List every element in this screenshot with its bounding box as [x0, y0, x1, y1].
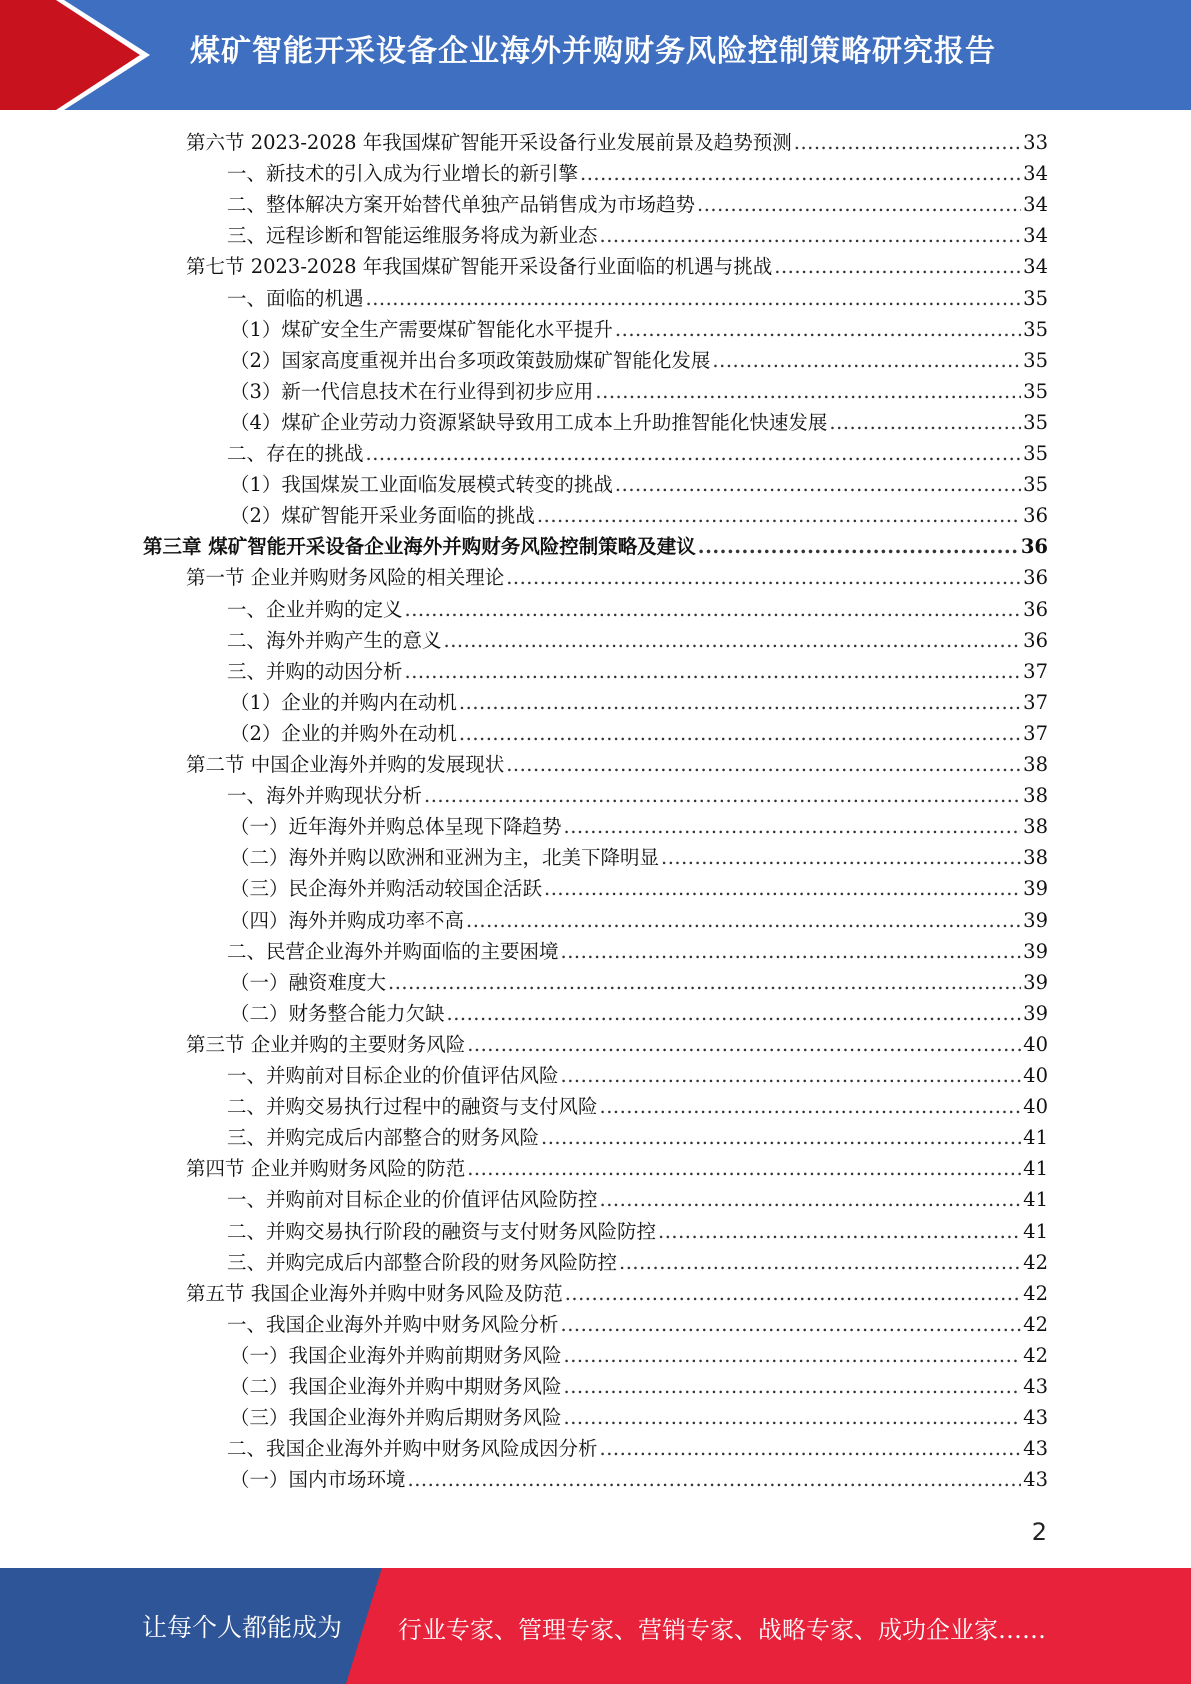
- toc-entry[interactable]: [186, 1029, 1048, 1060]
- toc-entry-page: 35: [1023, 442, 1048, 465]
- toc-entry-label: 三、并购的动因分析: [227, 659, 403, 683]
- toc-entry-label: 二、海外并购产生的意义: [227, 628, 442, 652]
- toc-entry-label: 第三节 企业并购的主要财务风险: [186, 1032, 466, 1056]
- toc-entry[interactable]: [230, 998, 1048, 1029]
- toc-dot-leader: [466, 909, 1021, 932]
- toc-entry-label: 一、新技术的引入成为行业增长的新引擎: [227, 162, 579, 186]
- toc-dot-leader: [467, 1157, 1021, 1180]
- toc-dot-leader: [600, 1188, 1022, 1211]
- toc-entry-label: （3）新一代信息技术在行业得到初步应用: [230, 379, 594, 403]
- toc-entry[interactable]: [230, 407, 1048, 438]
- toc-entry[interactable]: [186, 1278, 1048, 1309]
- toc-entry-label: 二、整体解决方案开始替代单独产品销售成为市场趋势: [227, 193, 696, 217]
- toc-entry[interactable]: [230, 842, 1048, 873]
- toc-entry-label: 一、面临的机遇: [227, 286, 364, 310]
- toc-entry-label: （二）我国企业海外并购中期财务风险: [230, 1375, 562, 1398]
- toc-entry[interactable]: [227, 438, 1048, 469]
- toc-entry[interactable]: [230, 967, 1048, 998]
- footer-slogan-left: 让每个人都能成为: [142, 1613, 343, 1642]
- toc-entry-page: 34: [1023, 255, 1048, 279]
- toc-entry-label: （2）国家高度重视并出台多项政策鼓励煤矿智能化发展: [230, 348, 711, 372]
- toc-entry-label: 第四节 企业并购财务风险的防范: [186, 1157, 466, 1181]
- toc-dot-leader: [506, 753, 1021, 776]
- toc-dot-leader: [615, 473, 1021, 496]
- toc-entry[interactable]: [230, 500, 1048, 531]
- toc-entry[interactable]: [230, 905, 1048, 936]
- toc-entry-page: 43: [1023, 1468, 1048, 1492]
- toc-entry-page: 35: [1023, 286, 1048, 310]
- toc-entry[interactable]: [186, 749, 1048, 780]
- toc-entry[interactable]: [230, 314, 1048, 345]
- toc-entry-page: 41: [1023, 1157, 1048, 1181]
- report-title: 煤矿智能开采设备企业海外并购财务风险控制策略研究报告: [190, 34, 996, 69]
- toc-entry-label: 一、海外并购现状分析: [227, 784, 423, 808]
- toc-entry-page: 36: [1020, 535, 1048, 559]
- toc-entry[interactable]: [230, 811, 1048, 842]
- toc-entry-page: 38: [1023, 753, 1048, 776]
- toc-entry-label: 二、民营企业海外并购面临的主要困境: [227, 939, 559, 963]
- toc-entry-label: 第二节 中国企业海外并购的发展现状: [186, 753, 505, 776]
- toc-entry-page: 43: [1023, 1375, 1048, 1398]
- toc-entry-label: （一）国内市场环境: [230, 1468, 406, 1492]
- toc-entry-label: （一）我国企业海外并购前期财务风险: [230, 1343, 562, 1367]
- toc-dot-leader: [424, 784, 1021, 807]
- toc-dot-leader: [405, 598, 1022, 621]
- toc-entry[interactable]: [186, 127, 1048, 158]
- toc-entry-page: 39: [1023, 939, 1048, 963]
- toc-dot-leader: [658, 1220, 1021, 1243]
- toc-entry-page: 37: [1023, 721, 1048, 745]
- toc-entry[interactable]: [230, 1402, 1048, 1433]
- toc-entry-page: 38: [1023, 815, 1048, 839]
- toc-entry[interactable]: [227, 220, 1048, 251]
- toc-dot-leader: [537, 504, 1021, 527]
- toc-entry-label: 二、存在的挑战: [227, 442, 364, 465]
- toc-entry-page: 33: [1023, 131, 1048, 154]
- toc-entry[interactable]: [227, 283, 1048, 314]
- toc-entry-page: 36: [1023, 504, 1048, 528]
- toc-entry[interactable]: [227, 1122, 1048, 1153]
- toc-entry-page: 39: [1023, 970, 1048, 994]
- toc-entry[interactable]: [230, 376, 1048, 407]
- toc-entry-label: 第七节 2023-2028 年我国煤矿智能开采设备行业面临的机遇与挑战: [186, 255, 773, 279]
- toc-entry-label: （1）企业的并购内在动机: [230, 690, 457, 714]
- toc-entry-page: 38: [1023, 784, 1048, 808]
- toc-entry-page: 42: [1023, 1281, 1048, 1305]
- toc-entry[interactable]: [230, 687, 1048, 718]
- toc-entry[interactable]: [186, 562, 1048, 593]
- toc-dot-leader: [459, 722, 1021, 745]
- toc-entry-page: 36: [1023, 628, 1048, 652]
- toc-entry[interactable]: [227, 158, 1048, 189]
- toc-dot-leader: [544, 877, 1021, 900]
- toc-dot-leader: [447, 1002, 1022, 1025]
- toc-entry-label: 一、企业并购的定义: [227, 597, 403, 621]
- toc-entry-label: （四）海外并购成功率不高: [230, 908, 465, 932]
- toc-entry[interactable]: [227, 1184, 1048, 1215]
- toc-entry-label: （三）民企海外并购活动较国企活跃: [230, 877, 543, 901]
- toc-entry-label: （1）煤矿安全生产需要煤矿智能化水平提升: [230, 317, 613, 341]
- toc-dot-leader: [366, 287, 1022, 310]
- toc-entry-page: 34: [1023, 162, 1048, 186]
- toc-dot-leader: [506, 566, 1021, 589]
- toc-dot-leader: [615, 318, 1021, 341]
- toc-entry-page: 43: [1023, 1406, 1048, 1430]
- toc-dot-leader: [794, 131, 1021, 154]
- toc-dot-leader: [467, 1033, 1021, 1056]
- toc-entry[interactable]: [230, 1371, 1048, 1402]
- toc-entry[interactable]: [227, 1247, 1048, 1278]
- toc-entry-page: 34: [1023, 193, 1048, 217]
- toc-entry-page: 39: [1023, 877, 1048, 901]
- toc-entry-page: 39: [1023, 1001, 1048, 1025]
- toc-entry-label: 二、并购交易执行过程中的融资与支付风险: [227, 1095, 598, 1119]
- toc-entry[interactable]: [227, 1309, 1048, 1340]
- toc-dot-leader: [600, 224, 1022, 247]
- toc-entry-page: 37: [1023, 659, 1048, 683]
- page-footer: [0, 1568, 1191, 1684]
- toc-entry-page: 41: [1023, 1126, 1048, 1150]
- toc-entry-label: （二）海外并购以欧洲和亚洲为主，北美下降明显: [230, 846, 660, 870]
- toc-entry[interactable]: [227, 1060, 1048, 1091]
- toc-entry[interactable]: [230, 345, 1048, 376]
- toc-entry-label: 三、远程诊断和智能运维服务将成为新业态: [227, 224, 598, 248]
- toc-entry-page: 42: [1023, 1343, 1048, 1367]
- toc-entry-label: （一）融资难度大: [230, 970, 387, 994]
- toc-entry[interactable]: [227, 594, 1048, 625]
- toc-dot-leader: [541, 1126, 1021, 1149]
- toc-dot-leader: [774, 255, 1021, 278]
- toc-entry-page: 34: [1023, 224, 1048, 248]
- toc-dot-leader: [600, 1437, 1022, 1460]
- toc-dot-leader: [697, 193, 1021, 216]
- toc-entry-label: 第一节 企业并购财务风险的相关理论: [186, 566, 505, 590]
- toc-entry-label: （二）财务整合能力欠缺: [230, 1001, 445, 1025]
- toc-dot-leader: [561, 1313, 1022, 1336]
- toc-dot-leader: [595, 380, 1021, 403]
- page-header: [0, 0, 1191, 110]
- toc-entry-page: 35: [1023, 410, 1048, 434]
- toc-dot-leader: [366, 442, 1022, 465]
- toc-entry-page: 37: [1023, 690, 1048, 714]
- toc-entry[interactable]: [230, 1464, 1048, 1495]
- toc-entry-label: 二、我国企业海外并购中财务风险成因分析: [227, 1437, 598, 1461]
- toc-dot-leader: [408, 1468, 1022, 1491]
- toc-entry[interactable]: [227, 1433, 1048, 1464]
- toc-entry[interactable]: [186, 1153, 1048, 1184]
- toc-entry-label: （三）我国企业海外并购后期财务风险: [230, 1406, 562, 1430]
- toc-entry[interactable]: [227, 936, 1048, 967]
- toc-entry-page: 35: [1023, 348, 1048, 372]
- toc-dot-leader: [388, 971, 1021, 994]
- toc-entry[interactable]: [227, 189, 1048, 220]
- toc-entry-page: 35: [1023, 473, 1048, 497]
- toc-entry-label: 一、我国企业海外并购中财务风险分析: [227, 1312, 559, 1336]
- toc-dot-leader: [459, 691, 1021, 714]
- toc-entry-page: 43: [1023, 1437, 1048, 1461]
- toc-entry[interactable]: [227, 625, 1048, 656]
- toc-dot-leader: [561, 1064, 1022, 1087]
- toc-entry-label: 二、并购交易执行阶段的融资与支付财务风险防控: [227, 1219, 657, 1243]
- toc-entry[interactable]: [186, 251, 1048, 282]
- toc-dot-leader: [619, 1251, 1021, 1274]
- toc-entry[interactable]: [230, 718, 1048, 749]
- page-number: 2: [1031, 1518, 1047, 1546]
- toc-entry[interactable]: [227, 1091, 1048, 1122]
- header-arrow-decoration: [0, 0, 150, 110]
- toc-entry[interactable]: [227, 656, 1048, 687]
- toc-entry[interactable]: [230, 873, 1048, 904]
- toc-entry-label: 第三章 煤矿智能开采设备企业海外并购财务风险控制策略及建议: [143, 535, 696, 559]
- toc-entry-label: 三、并购完成后内部整合阶段的财务风险防控: [227, 1250, 618, 1274]
- toc-dot-leader: [829, 411, 1021, 434]
- toc-entry-label: 三、并购完成后内部整合的财务风险: [227, 1126, 540, 1150]
- toc-entry-page: 35: [1023, 379, 1048, 403]
- toc-dot-leader: [564, 815, 1022, 838]
- toc-entry-label: （1）我国煤炭工业面临发展模式转变的挑战: [230, 473, 613, 497]
- toc-entry[interactable]: [230, 469, 1048, 500]
- toc-entry-label: 第五节 我国企业海外并购中财务风险及防范: [186, 1281, 563, 1305]
- toc-entry-page: 41: [1023, 1188, 1048, 1212]
- toc-dot-leader: [600, 1095, 1022, 1118]
- toc-entry-page: 36: [1023, 597, 1048, 621]
- toc-entry-page: 35: [1023, 317, 1048, 341]
- toc-dot-leader: [580, 162, 1021, 185]
- toc-dot-leader: [565, 1282, 1021, 1305]
- toc-entry-label: （2）煤矿智能开采业务面临的挑战: [230, 504, 535, 528]
- toc-entry[interactable]: [227, 780, 1048, 811]
- toc-entry-page: 40: [1023, 1032, 1048, 1056]
- toc-entry-label: （2）企业的并购外在动机: [230, 721, 457, 745]
- toc-dot-leader: [564, 1344, 1022, 1367]
- toc-entry-label: 第六节 2023-2028 年我国煤矿智能开采设备行业发展前景及趋势预测: [186, 131, 792, 154]
- toc-entry-page: 41: [1023, 1219, 1048, 1243]
- toc-entry[interactable]: [227, 1216, 1048, 1247]
- footer-slogan-right: 行业专家、管理专家、营销专家、战略专家、成功企业家……: [398, 1616, 1046, 1644]
- toc-entry-label: （4）煤矿企业劳动力资源紧缺导致用工成本上升助推智能化快速发展: [230, 410, 828, 434]
- toc-entry-page: 39: [1023, 908, 1048, 932]
- toc-entry-page: 38: [1023, 846, 1048, 870]
- toc-entry-page: 40: [1023, 1064, 1048, 1087]
- toc-entry-label: 一、并购前对目标企业的价值评估风险防控: [227, 1188, 598, 1212]
- toc-dot-leader: [444, 629, 1022, 652]
- toc-entry-page: 40: [1023, 1095, 1048, 1119]
- toc-entry[interactable]: [230, 1340, 1048, 1371]
- toc-entry-page: 42: [1023, 1312, 1048, 1336]
- toc-chapter-entry[interactable]: [143, 531, 1048, 562]
- toc-dot-leader: [661, 846, 1021, 869]
- toc-dot-leader: [561, 940, 1022, 963]
- toc-entry-label: 一、并购前对目标企业的价值评估风险: [227, 1064, 559, 1087]
- toc-entry-page: 36: [1023, 566, 1048, 590]
- toc-entry-label: （一）近年海外并购总体呈现下降趋势: [230, 815, 562, 839]
- toc-dot-leader: [712, 349, 1021, 372]
- toc-dot-leader: [564, 1375, 1022, 1398]
- toc-entry-page: 42: [1023, 1250, 1048, 1274]
- toc-dot-leader: [564, 1406, 1022, 1429]
- toc-dot-leader: [698, 535, 1019, 558]
- toc-dot-leader: [405, 660, 1022, 683]
